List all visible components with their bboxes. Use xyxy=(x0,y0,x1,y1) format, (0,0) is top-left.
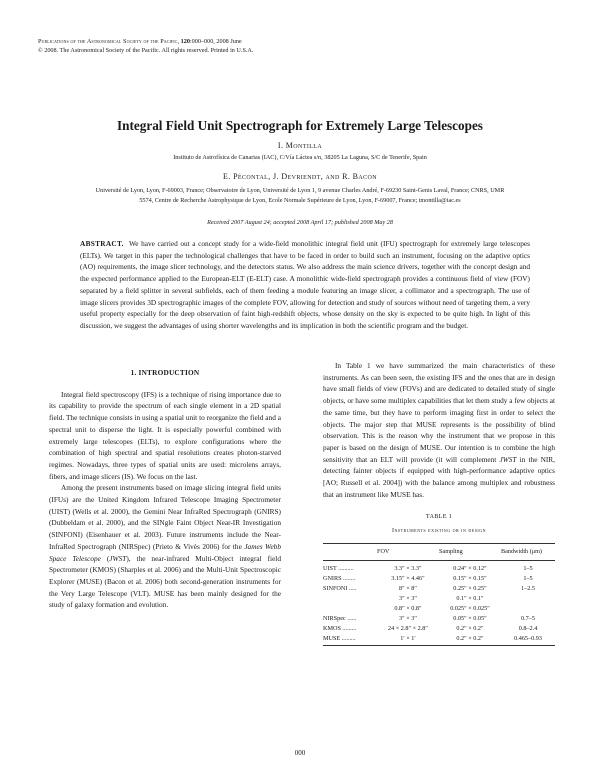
section-heading: 1. INTRODUCTION xyxy=(130,368,200,377)
table-cell: 0.8–2.4 xyxy=(518,624,538,632)
volume: 120 xyxy=(180,38,190,45)
instruments-table xyxy=(323,543,555,646)
abstract-text: We have carried out a concept study for a wide-field monolithic integral field unit (IFU) spectrograph for extremely large telescopes (ELTs). We target in this paper the technological challenges that have to be faced in order to build such an instrument, focusing on the adaptive optics (AO) requirements, the image slicer technology, and the detectors status. We also address the main science drivers, together with the concept design and the expected performance applied to the European-ELT (E-ELT) case. A monolithic wide-field spectrograph provides a continuous field of view (FOV) separated by a field splitter in several subfields, each of them feeding a module featuring an image slicer, a collimator and a spectrograph. The use of image slicers provides 3D spectrographic images of the complete FOV, allowing for detection and study of sources without need of targeting them, a very useful property especially for the deep observation of faint high-redshift objects, whose density on the sky is expected to be quite high. In light of this discussion, we suggest the advantages of using shorter wavelengths and its implication in both the scientific program and the budget. xyxy=(80,239,530,330)
issue-info: :000–000, 2008 June xyxy=(189,38,242,45)
table-cell: UIST .......... xyxy=(323,564,354,572)
table-cell xyxy=(323,593,377,603)
table-cell: NIRSpec ...... xyxy=(323,614,357,622)
p2-emphasis-2: JWST xyxy=(109,553,127,563)
copyright-line: © 2008. The Astronomical Society of the Pacific. All rights reserved. Printed in U.S.A. xyxy=(38,47,254,54)
table-cell: 3″ × 3″ xyxy=(399,614,417,622)
table-cell: 8″ × 8″ xyxy=(399,584,417,592)
journal-line xyxy=(38,37,253,46)
right-column xyxy=(323,360,555,646)
paper-title: Integral Field Unit Spectrograph for Extremely Large Telescopes xyxy=(117,118,483,133)
table-row xyxy=(323,593,555,603)
table-row xyxy=(323,583,555,593)
paragraph-1: Integral field spectroscopy (IFS) is a technique of rising importance due to its capability to provide the spectrum of each single element in a 2D spatial field. The technique consists in using a spatial unit to reorganize the field and a spectral unit to disperse the light. It is especially powerful combined with extremely large telescopes (ELTs), to explore configurations where the combination of high spectral and spatial resolutions creates photon-starved regimes. Nowadays, three types of spatial units are used: microlens arrays, fibers, and image slicers (IS). We focus on the last. xyxy=(49,389,281,481)
affiliation-2: Université de Lyon, Lyon, F-69003, France; Observatoire de Lyon, Université de Lyon 1, 9 avenue Charles André, F-69230 Saint-Genis Laval, France; CNRS, UMR 5574, Centre de Recherche Astrophysique de Lyon, Ecole Normale Supérieure de Lyon, Lyon, F-69007, France; imontilla@iac.es xyxy=(95,187,505,204)
p2-text-a: Among the present instruments based on image slicing integral field units (IFUs) are the United Kingdom Infrared Telescope Imaging Spectrometer (UIST) (Wells et al. 2000), the Gemini Near InfraRed Spectrograph (GNIRS) (Dubbeldam et al. 2000), and the SINgle Faint Object Near-IR Investigation (SINFONI) (Eisenhauer et al. 2003). Future instruments include the Near-InfraRed Spectrograph (NIRSpec) (Prieto & Vivès 2006) for the xyxy=(49,483,281,551)
table-row xyxy=(323,613,555,623)
table-cell: 0.025″ × 0.025″ xyxy=(450,604,490,612)
table-cell: 0.1″ × 0.1″ xyxy=(456,594,484,602)
table-cell: 3.3″ × 3.3″ xyxy=(394,564,422,572)
table-header-row xyxy=(323,543,555,560)
abstract-label: ABSTRACT. xyxy=(80,239,124,248)
page-number: 000 xyxy=(294,749,306,757)
table-cell: 0.25″ × 0.25″ xyxy=(453,584,487,592)
table-cell: 0.15″ × 0.15″ xyxy=(453,574,487,582)
table-row xyxy=(323,560,555,573)
table-cell: SINFONI ..... xyxy=(323,584,357,592)
table-cell: 1′ × 1′ xyxy=(377,633,439,645)
table-cell: 1–5 xyxy=(523,564,533,572)
table-cell: MUSE ......... xyxy=(323,633,377,645)
table-row xyxy=(323,603,555,613)
table-caption: TABLE 1 xyxy=(425,513,453,521)
table-cell: 1–5 xyxy=(523,574,533,582)
table-cell: 0.2″ × 0.2″ xyxy=(456,624,484,632)
table-cell: GNIRS ........ xyxy=(323,574,356,582)
authors-2: E. Pécontal, J. Devriendt, and R. Bacon xyxy=(222,172,377,181)
table-cell xyxy=(501,593,555,603)
running-header xyxy=(38,37,253,55)
table-cell: 1–2.5 xyxy=(521,584,535,592)
affiliation-1: Instituto de Astrofísica de Canarias (IAC), C/Vía Láctea s/n, 38205 La Laguna, S/C de Tenerife, Spain xyxy=(173,154,427,161)
p3-emphasis: JWST xyxy=(499,454,517,464)
paragraph-3 xyxy=(323,360,555,500)
p3-text-b: in the NIR, detecting fainter objects if equipped with high-performance adaptive optics [AO; Russell et al. 2004]) with the balance among multiplex and robustness that an instrument like MUSE has. xyxy=(323,454,555,499)
author-1: I. Montilla xyxy=(277,141,323,150)
table-row xyxy=(323,573,555,583)
table-cell xyxy=(501,603,555,613)
table-cell: 0.24″ × 0.12″ xyxy=(453,564,487,572)
received-dates: Received 2007 August 24; accepted 2008 April 17; published 2008 May 28 xyxy=(207,219,393,226)
header-cell: FOV xyxy=(377,543,439,560)
table-subtitle: Instruments existing or in design xyxy=(391,528,487,535)
table-cell: 0.7–5 xyxy=(521,614,535,622)
p2-emphasis: James Webb Space Telescope xyxy=(49,541,281,563)
paragraph-2 xyxy=(49,482,281,611)
table-cell xyxy=(323,603,377,613)
header-cell: Sampling xyxy=(439,543,501,560)
p2-text-c: ), the near-infrared Multi-Object integral field Spectrometer (KMOS) (Sharples et al. 2006) and the Multi-Unit Spectroscopic Explorer (MUSE) (Bacon et al. 2006) both second-generation instruments for the Very Large Telescope (VLT). MUSE has been mainly designed for the study of galaxy formation and evolution. xyxy=(49,553,281,610)
header-cell xyxy=(323,543,377,560)
p3-text-a: In Table 1 we have summarized the main characteristics of these instruments. As can been seen, the existing IFS and the ones that are in design have small fields of view (FOVs) and are dedicated to detailed study of single objects, or have some multiplex capabilities that let them study a few objects at the same time, but they have to perform imaging first in order to select the objects. The major step that MUSE represents is the possibility of blind observation. This is the reason why the instrument that we propose in this paper is based on the design of MUSE. Our intention is to combine the high sensitivity that an ELT will provide (it will complement xyxy=(323,361,555,464)
journal-name: Publications of the Astronomical Society of the Pacific, xyxy=(38,38,180,45)
p2-text-b: ( xyxy=(106,553,110,563)
table-row xyxy=(323,623,555,633)
left-column xyxy=(49,360,281,611)
header-cell: Bandwidth (μm) xyxy=(501,543,555,560)
table-cell: KMOS ......... xyxy=(323,624,357,632)
abstract xyxy=(80,238,530,332)
table-cell: 0.465–0.93 xyxy=(501,633,555,645)
table-cell: 3″ × 3″ xyxy=(399,594,417,602)
table-cell: 0.2″ × 0.2″ xyxy=(439,633,501,645)
table-cell: 3.15″ × 4.46″ xyxy=(391,574,425,582)
table-cell: 0.8″ × 0.8″ xyxy=(394,604,422,612)
table-row xyxy=(323,633,555,645)
table-cell: 24 × 2.8″ × 2.8″ xyxy=(388,624,428,632)
table-cell: 0.05″ × 0.05″ xyxy=(453,614,487,622)
